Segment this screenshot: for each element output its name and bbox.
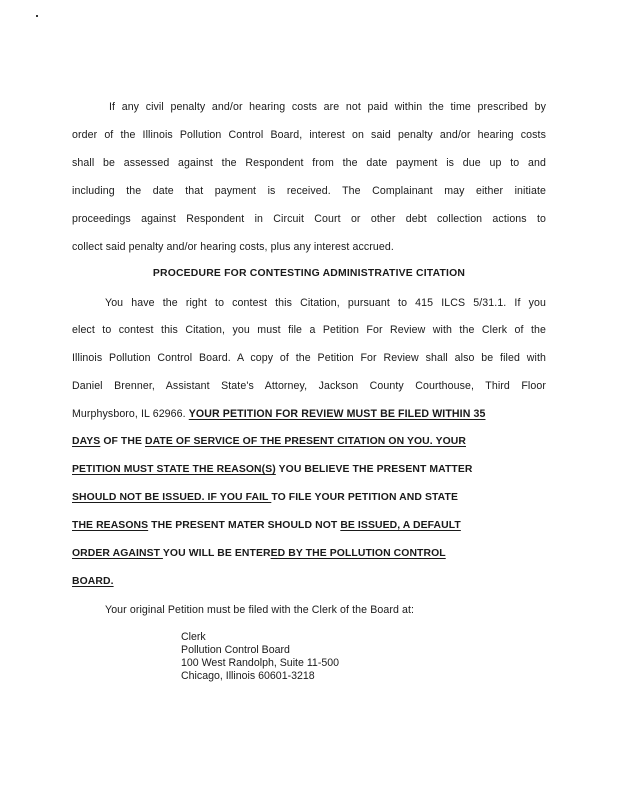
address-line-4: Chicago, Illinois 60601-3218 — [181, 670, 315, 682]
address-line-3: 100 West Randolph, Suite 11-500 — [181, 657, 340, 669]
contest-line-8 — [72, 491, 546, 505]
city-zip-text: Murphysboro, IL 62966. — [72, 408, 189, 420]
board-text: BOARD. — [72, 576, 114, 587]
contest-line-4: Daniel Brenner, Assistant State's Attorney, Jackson County Courthouse, Third Floor — [72, 380, 546, 392]
deadline-notice-start: YOUR PETITION FOR REVIEW MUST BE FILED WITHIN 35 — [188, 408, 486, 420]
scan-speck — [36, 15, 38, 17]
contest-line-6 — [72, 435, 546, 449]
penalty-line-4: including the date that payment is received. The Complainant may either initiate — [72, 185, 546, 197]
pollution-control-text: ED BY THE POLLUTION CONTROL — [270, 548, 446, 559]
contest-line-5 — [72, 407, 546, 421]
contest-line-10 — [72, 547, 546, 561]
contest-line-7 — [72, 463, 546, 477]
penalty-line-1: If any civil penalty and/or hearing costs are not paid within the time prescribed by — [109, 101, 546, 113]
order-against-text: ORDER AGAINST — [72, 548, 163, 559]
present-matter-text: THE PRESENT MATER SHOULD NOT — [148, 520, 341, 531]
will-be-enter-text: YOU WILL BE ENTER — [162, 548, 271, 559]
original-petition-line: Your original Petition must be filed with the Clerk of the Board at: — [105, 604, 415, 616]
section-heading: PROCEDURE FOR CONTESTING ADMINISTRATIVE CITATION — [152, 268, 466, 279]
file-petition-text: TO FILE YOUR PETITION AND STATE — [271, 492, 458, 503]
penalty-line-6: collect said penalty and/or hearing costs, plus any interest accrued. — [72, 241, 394, 253]
penalty-line-2: order of the Illinois Pollution Control Board, interest on said penalty and/or hearing costs — [72, 129, 546, 141]
penalty-line-3: shall be assessed against the Respondent from the date payment is due up to and — [72, 157, 546, 169]
believe-matter-text: YOU BELIEVE THE PRESENT MATTER — [275, 464, 473, 475]
deadline-of-the: OF THE — [100, 436, 145, 447]
contest-line-2: elect to contest this Citation, you must file a Petition For Review with the Clerk of the — [72, 324, 546, 336]
deadline-service-date: DATE OF SERVICE OF THE PRESENT CITATION ON YOU. YOUR — [145, 436, 466, 447]
petition-reasons-text: PETITION MUST STATE THE REASON(S) — [72, 464, 276, 475]
contest-line-9 — [72, 519, 546, 533]
contest-line-1: You have the right to contest this Citation, pursuant to 415 ILCS 5/31.1. If you — [105, 297, 546, 309]
contest-line-3: Illinois Pollution Control Board. A copy of the Petition For Review shall also be filed with — [72, 352, 546, 364]
penalty-line-5: proceedings against Respondent in Circuit Court or other debt collection actions to — [72, 213, 546, 225]
address-line-1: Clerk — [181, 631, 206, 643]
contest-line-11 — [72, 575, 546, 589]
default-text: BE ISSUED, A DEFAULT — [340, 520, 461, 531]
address-line-2: Pollution Control Board — [181, 644, 290, 656]
the-reasons-text: THE REASONS — [72, 520, 149, 531]
not-issued-fail-text: SHOULD NOT BE ISSUED. IF YOU FAIL — [72, 492, 272, 503]
deadline-days: DAYS — [72, 436, 101, 447]
